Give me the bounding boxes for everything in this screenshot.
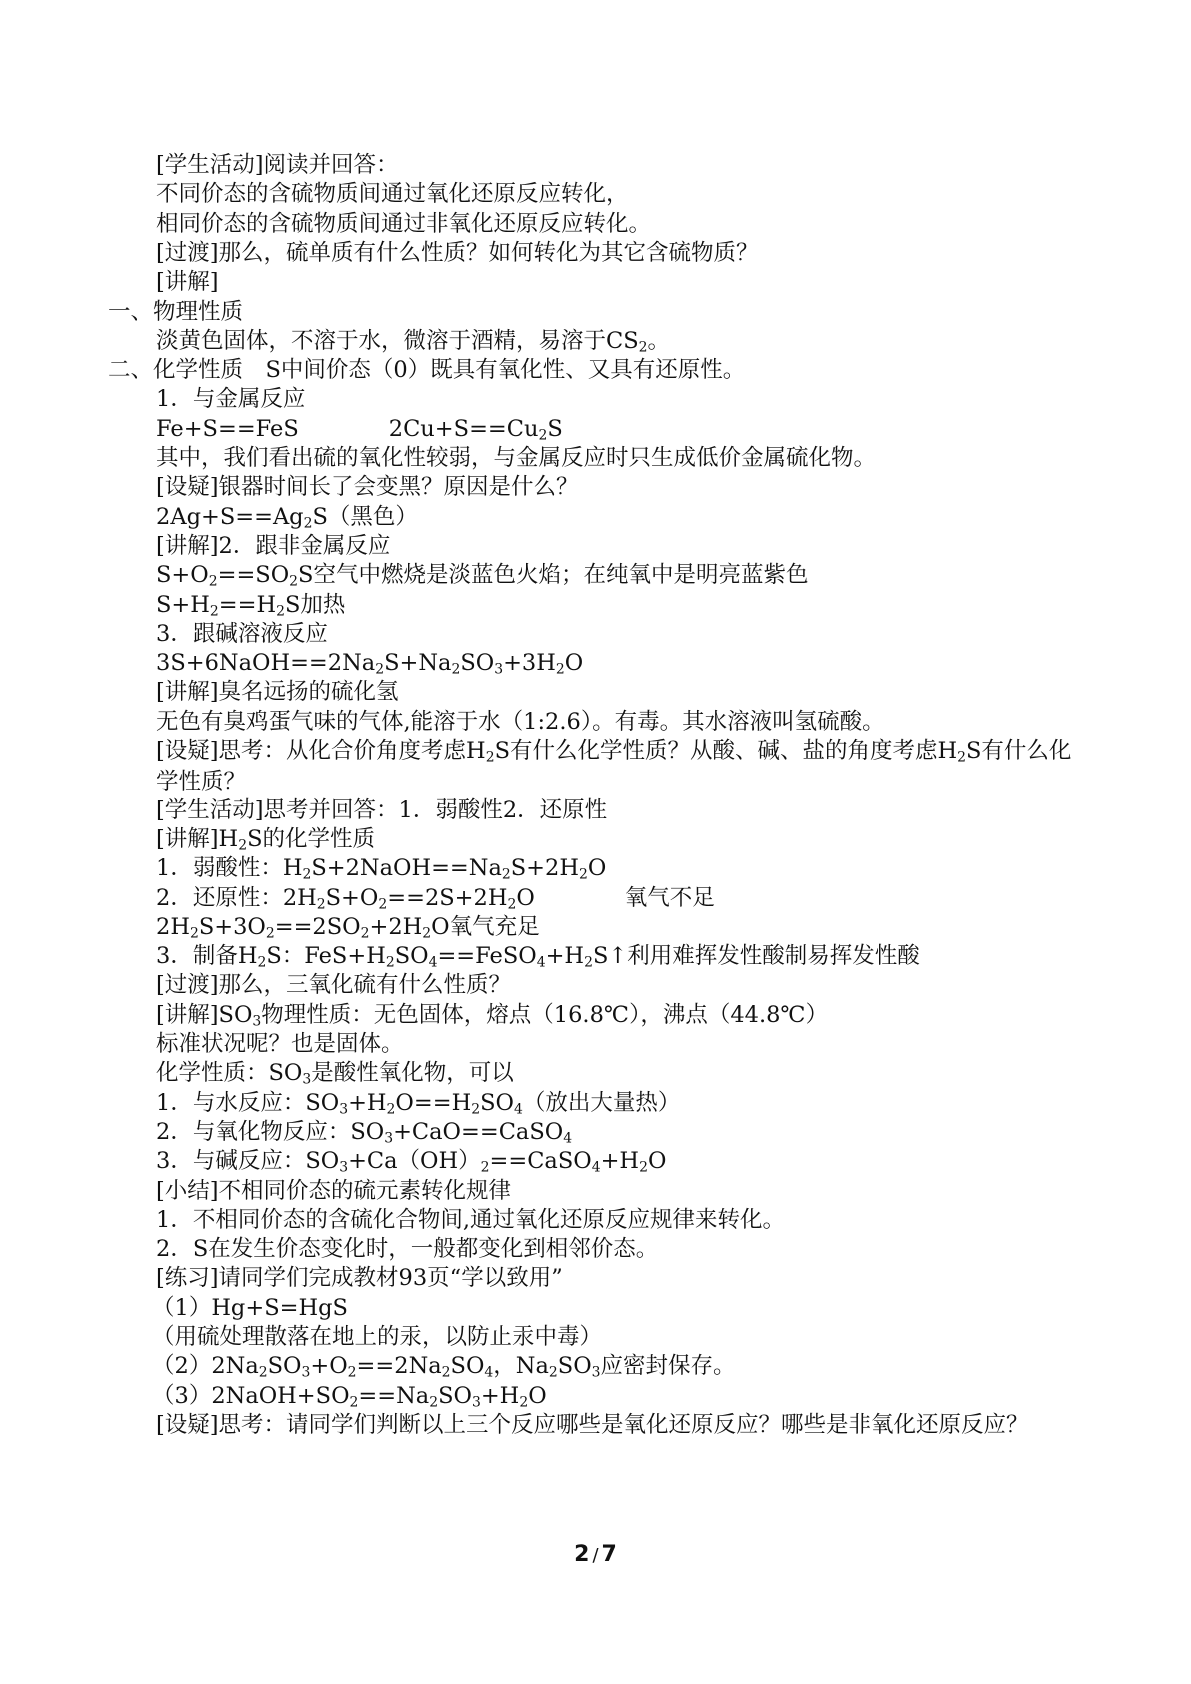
text-line: $(2)2Na_2SO_3+O_2==2Na_2SO_4$，$Na_2SO_3$应密封保存。: [152, 1353, 736, 1381]
text-line: 淡黄色固体，不溶于水，微溶于酒精，易溶于$CS_2$。: [156, 327, 671, 356]
text-line: [讲解]臭名远扬的硫化氢: [156, 679, 399, 706]
text-line: [过渡]那么，硫单质有什么性质？如何转化为其它含硫物质？: [156, 239, 759, 266]
page-number-current: 2: [574, 1542, 590, 1567]
text-line: 一、物理性质: [108, 298, 244, 325]
text-line: $(3)2NaOH+SO_2==Na_2SO_3+H_2O$: [152, 1382, 547, 1411]
text-line: 2．S在发生价态变化时，一般都变化到相邻价态。: [156, 1236, 659, 1263]
text-line: 1．与金属反应: [156, 386, 306, 413]
text-line: 1．不相同价态的含硫化合物间,通过氧化还原反应规律来转化。: [156, 1206, 785, 1233]
text-line: [讲解]: [156, 269, 219, 296]
text-line: [讲解]$H_2S$的化学性质: [156, 825, 375, 854]
text-line: [学生活动]思考并回答：1．弱酸性2．还原性: [156, 796, 608, 823]
text-line: （用硫处理散落在地上的汞，以防止汞中毒）: [152, 1324, 603, 1350]
text-line: （1）Hg+S=HgS: [152, 1294, 348, 1321]
text-line: Fe+S==FeS $2Cu+S==Cu_2S$: [156, 415, 563, 444]
text-line: [讲解]2．跟非金属反应: [156, 532, 391, 559]
text-line: $2H_2S+3O_2==2SO_2+2H_2O$氧气充足: [156, 913, 540, 942]
text-line: [过渡]那么，三氧化硫有什么性质？: [156, 972, 512, 999]
text-line: [设疑]思考：请同学们判断以上三个反应哪些是氧化还原反应？哪些是非氧化还原反应？: [156, 1411, 1029, 1438]
page-number-separator: /: [592, 1545, 599, 1566]
text-line: 1．与水反应：$SO_3+H_2O==H_2SO_4$（放出大量热）: [156, 1089, 681, 1118]
text-line: [学生活动]阅读并回答：: [156, 152, 399, 178]
text-line: 其中，我们看出硫的氧化性较弱，与金属反应时只生成低价金属硫化物。: [156, 445, 877, 471]
text-line: [小结]不相同价态的硫元素转化规律: [156, 1177, 512, 1204]
text-line: $3S+6NaOH==2Na_2S+Na_2SO_3+3H_2O$: [156, 650, 584, 678]
text-line: 二、化学性质 S中间价态（0）既具有氧化性、又具有还原性。: [108, 357, 746, 384]
text-line: 1．弱酸性：$H_2S+2NaOH==Na_2S+2H_2O$: [156, 855, 607, 883]
text-line: 3．与碱反应：$SO_3+Ca(OH)_2==CaSO_4+H_2O$: [156, 1148, 667, 1176]
text-line: [设疑]思考：从化合价角度考虑$H_2S$有什么化学性质？从酸、碱、盐的角度考虑$H_2S$有什么化学性质？: [156, 738, 1072, 796]
text-line: [设疑]银器时间长了会变黑？原因是什么？: [156, 474, 579, 501]
text-line: $S+H_2==H_2S$加热: [156, 591, 346, 619]
text-line: $2Ag+S==Ag_2S$（黑色）: [156, 503, 418, 532]
page-number-total: 7: [601, 1542, 617, 1567]
text-line: 3．跟碱溶液反应: [156, 620, 328, 647]
text-line: 2．与氧化物反应：$SO_3+CaO==CaSO_4$: [156, 1118, 573, 1147]
text-line: [讲解]$SO_3$物理性质：无色固体，熔点（16.8℃），沸点（44.8℃）: [156, 1001, 829, 1030]
text-line: 2．还原性：$2H_2S+O_2==2S+2H_2O$ 氧气不足: [156, 884, 715, 912]
text-line: 3．制备$H_2S$：$FeS+H_2SO_4==FeSO_4+H_2S↑$利用难挥发性酸制易挥发性酸: [156, 943, 920, 971]
text-line: 不同价态的含硫物质间通过氧化还原反应转化，: [156, 181, 629, 208]
text-line: 标准状况呢？也是固体。: [156, 1031, 404, 1057]
page-number: [0, 1540, 1191, 1571]
text-line: 相同价态的含硫物质间通过非氧化还原反应转化。: [156, 210, 652, 237]
text-line: [练习]请同学们完成教材93页“学以致用”: [156, 1265, 563, 1292]
text-line: 化学性质：$SO_3$是酸性氧化物，可以: [156, 1060, 514, 1088]
text-line: $S+O_2==SO_2S$空气中燃烧是淡蓝色火焰；在纯氧中是明亮蓝紫色: [156, 562, 809, 590]
text-line: 无色有臭鸡蛋气味的气体,能溶于水（1:2.6）。有毒。其水溶液叫氢硫酸。: [156, 708, 885, 735]
